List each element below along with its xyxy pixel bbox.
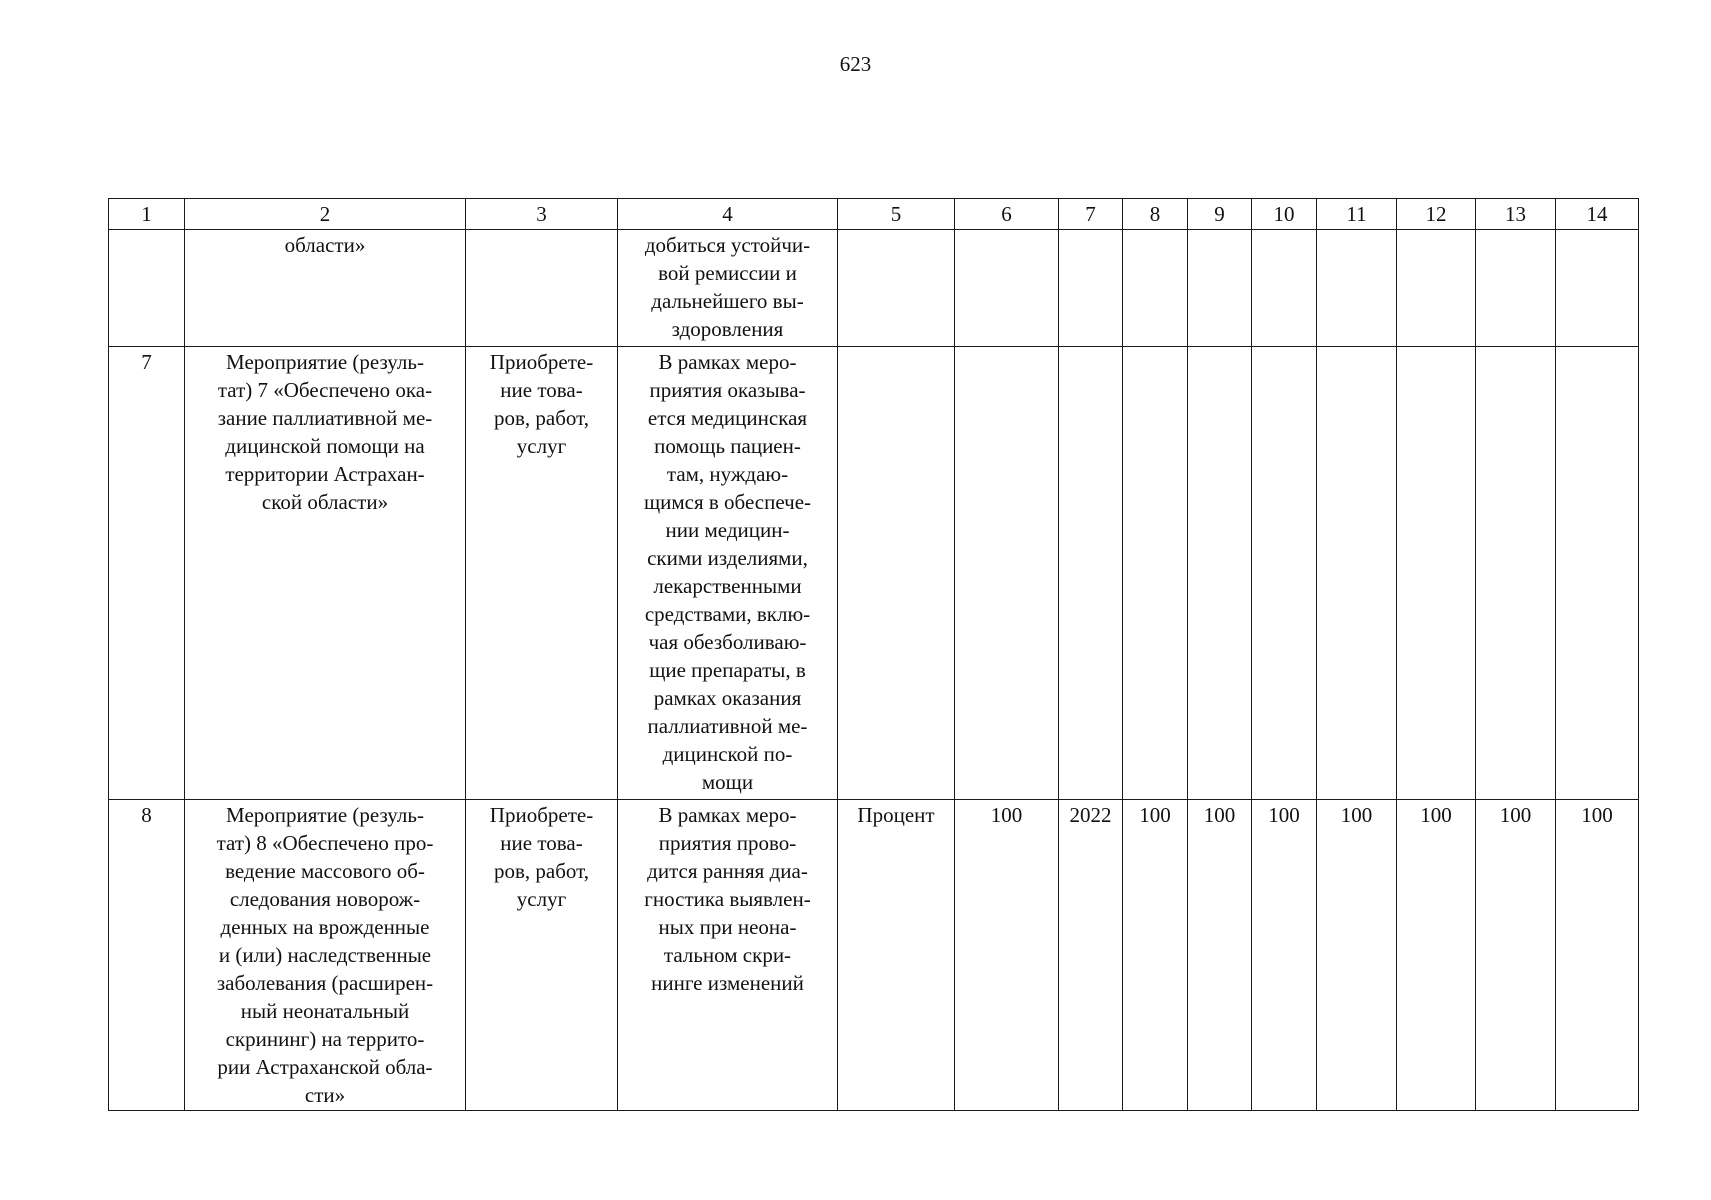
- row-number-cell: 7: [109, 347, 185, 800]
- event-type-cell: Приобрете- ние това- ров, работ, услуг: [466, 347, 618, 800]
- value-cell: [1252, 347, 1317, 800]
- value-cell: 100: [1123, 800, 1188, 1111]
- row-number-cell: 8: [109, 800, 185, 1111]
- value-cell: 100: [1476, 800, 1556, 1111]
- column-header: 14: [1556, 199, 1639, 230]
- value-cell: [1397, 347, 1476, 800]
- column-header: 9: [1188, 199, 1252, 230]
- unit-cell: Процент: [838, 800, 955, 1111]
- value-cell: [1188, 347, 1252, 800]
- value-cell: [1059, 347, 1123, 800]
- page-number: 623: [839, 52, 872, 76]
- table-row: [109, 347, 1639, 800]
- value-cell: [955, 230, 1059, 347]
- value-cell: [1188, 230, 1252, 347]
- event-type-cell: [466, 230, 618, 347]
- event-description-cell: добиться устойчи- вой ремиссии и дальнейшего вы- здоровления: [618, 230, 838, 347]
- value-cell: 100: [1252, 800, 1317, 1111]
- value-cell: [1476, 347, 1556, 800]
- column-header: 1: [109, 199, 185, 230]
- value-cell: [1123, 230, 1188, 347]
- value-cell: [1556, 347, 1639, 800]
- value-cell: [1556, 230, 1639, 347]
- column-header: 5: [838, 199, 955, 230]
- event-description-cell: В рамках меро- приятия оказыва- ется медицинская помощь пациен- там, нуждаю- щимся в обеспече- нии медицин- скими изделиями, лекарственными средствами, вклю- чая обезболиваю- щие препараты, в рамках оказания паллиативной ме- дицинской по- мощи: [618, 347, 838, 800]
- table-row: [109, 230, 1639, 347]
- event-name-cell: Мероприятие (резуль- тат) 7 «Обеспечено ока- зание паллиативной ме- дицинской помощи на территории Астрахан- ской области»: [185, 347, 466, 800]
- column-header: 13: [1476, 199, 1556, 230]
- column-header: 10: [1252, 199, 1317, 230]
- column-header: 8: [1123, 199, 1188, 230]
- value-cell: [1317, 347, 1397, 800]
- value-cell: [1252, 230, 1317, 347]
- value-cell: [1476, 230, 1556, 347]
- value-cell: 100: [1317, 800, 1397, 1111]
- column-header: 7: [1059, 199, 1123, 230]
- value-cell: [955, 347, 1059, 800]
- value-cell: [1397, 230, 1476, 347]
- table-header-row: [109, 199, 1639, 230]
- column-header: 12: [1397, 199, 1476, 230]
- value-cell: [1317, 230, 1397, 347]
- value-cell: 100: [1556, 800, 1639, 1111]
- column-header: 4: [618, 199, 838, 230]
- event-type-cell: Приобрете- ние това- ров, работ, услуг: [466, 800, 618, 1111]
- value-cell: 100: [1397, 800, 1476, 1111]
- value-cell: 100: [955, 800, 1059, 1111]
- value-cell: 2022: [1059, 800, 1123, 1111]
- event-name-cell: области»: [185, 230, 466, 347]
- event-description-cell: В рамках меро- приятия прово- дится ранняя диа- гностика выявлен- ных при неона- тальном скри- нинге изменений: [618, 800, 838, 1111]
- value-cell: [1059, 230, 1123, 347]
- column-header: 3: [466, 199, 618, 230]
- column-header: 2: [185, 199, 466, 230]
- column-header: 6: [955, 199, 1059, 230]
- data-table: [108, 198, 1639, 1111]
- unit-cell: [838, 230, 955, 347]
- event-name-cell: Мероприятие (резуль- тат) 8 «Обеспечено про- ведение массового об- следования новорож- денных на врожденные и (или) наследственные заболевания (расширен- ный неонатальный скрининг) на террито- рии Астраханской обла- сти»: [185, 800, 466, 1111]
- table-row: [109, 800, 1639, 1111]
- value-cell: 100: [1188, 800, 1252, 1111]
- column-header: 11: [1317, 199, 1397, 230]
- row-number-cell: [109, 230, 185, 347]
- value-cell: [1123, 347, 1188, 800]
- unit-cell: [838, 347, 955, 800]
